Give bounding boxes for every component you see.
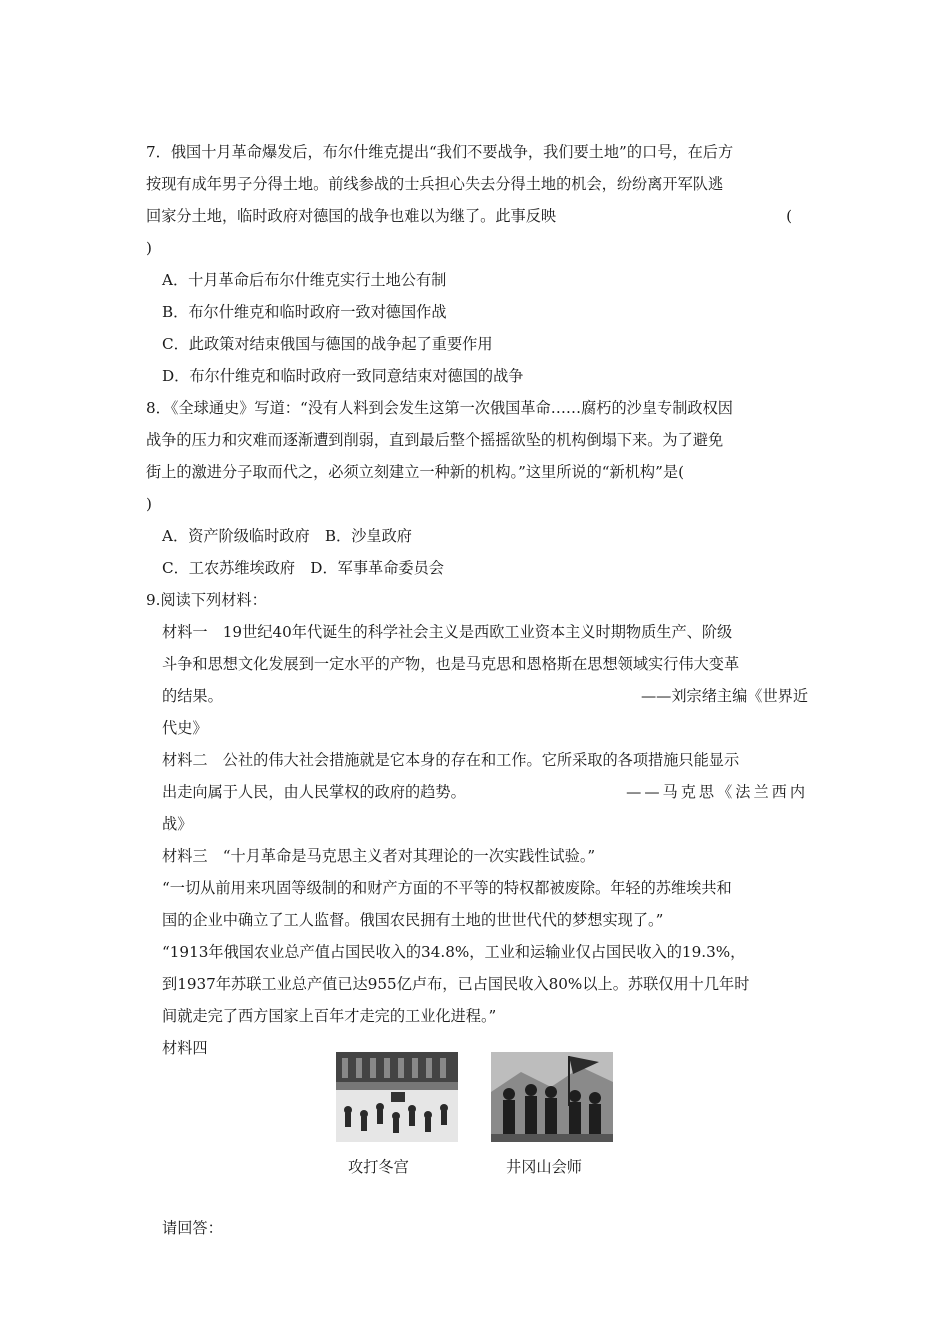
q8-options-cd: C．工农苏维埃政府 D．军事革命委员会 bbox=[162, 559, 444, 577]
q9-material-3-line-6: 间就走完了西方国家上百年才走完的工业化进程。” bbox=[162, 1007, 497, 1025]
q9-material-2-source: ——马克思《法兰西内 bbox=[626, 783, 808, 801]
q9-material-1-line-2: 斗争和思想文化发展到一定水平的产物，也是马克思和恩格斯在思想领域实行伟大变革 bbox=[162, 655, 740, 673]
q9-material-3-line-1: 材料三 “十月革命是马克思主义者对其理论的一次实践性试验。” bbox=[162, 847, 596, 865]
q7-option-a: A．十月革命后布尔什维克实行土地公有制 bbox=[162, 271, 447, 289]
q9-material-1-line-1: 材料一 19世纪40年代诞生的科学社会主义是西欧工业资本主义时期物质生产、阶级 bbox=[162, 623, 733, 641]
q9-answer-prompt: 请回答： bbox=[162, 1219, 223, 1237]
q7-option-b: B．布尔什维克和临时政府一致对德国作战 bbox=[162, 303, 447, 321]
document-body bbox=[146, 136, 808, 1064]
q7-stem-line-1: 7．俄国十月革命爆发后，布尔什维克提出“我们不要战争，我们要土地”的口号，在后方 bbox=[146, 143, 734, 161]
q9-material-1-text: 的结果。 bbox=[162, 687, 223, 705]
q7-stem-text: 回家分土地，临时政府对德国的战争也难以为继了。此事反映 bbox=[146, 207, 557, 225]
jinggangshan-meeting-image bbox=[491, 1052, 613, 1142]
q9-material-3-line-2: “一切从前用来巩固等级制的和财产方面的不平等的特权都被废除。年轻的苏维埃共和 bbox=[162, 879, 732, 897]
q7-stem-line-2: 按现有成年男子分得土地。前线参战的士兵担心失去分得土地的机会，纷纷离开军队逃 bbox=[146, 175, 724, 193]
storming-winter-palace-image bbox=[336, 1052, 458, 1142]
q9-material-1-source-cont: 代史》 bbox=[162, 719, 208, 737]
storming-winter-palace-caption: 攻打冬宫 bbox=[348, 1158, 409, 1176]
q7-answer-paren-open: ( bbox=[786, 207, 792, 225]
q9-material-2-line-2 bbox=[146, 776, 808, 808]
q8-answer-paren-close: ) bbox=[146, 495, 152, 513]
q7-option-c: C．此政策对结束俄国与德国的战争起了重要作用 bbox=[162, 335, 493, 353]
q7-option-d: D．布尔什维克和临时政府一致同意结束对德国的战争 bbox=[162, 367, 524, 385]
q8-stem-line-1: 8．《全球通史》写道：“没有人料到会发生这第一次俄国革命……腐朽的沙皇专制政权因 bbox=[146, 399, 733, 417]
q9-material-1-line-3 bbox=[146, 680, 808, 712]
q9-material-4-label: 材料四 bbox=[162, 1039, 208, 1057]
jinggangshan-meeting-caption: 井冈山会师 bbox=[506, 1158, 582, 1176]
q9-material-2-text: 出走向属于人民，由人民掌权的政府的趋势。 bbox=[162, 783, 466, 801]
q9-intro: 9.阅读下列材料： bbox=[146, 591, 267, 609]
q7-stem-line-3 bbox=[146, 200, 808, 232]
material-4-figures bbox=[336, 1052, 616, 1192]
q9-material-2-line-1: 材料二 公社的伟大社会措施就是它本身的存在和工作。它所采取的各项措施只能显示 bbox=[162, 751, 740, 769]
q8-stem-line-3: 街上的激进分子取而代之，必须立刻建立一种新的机构。”这里所说的“新机构”是( bbox=[146, 463, 684, 481]
q9-material-1-source: ——刘宗绪主编《世界近 bbox=[640, 687, 808, 705]
q7-answer-paren-close: ) bbox=[146, 239, 152, 257]
q8-options-ab: A．资产阶级临时政府 B．沙皇政府 bbox=[162, 527, 412, 545]
q9-material-3-line-5: 到1937年苏联工业总产值已达955亿卢布，已占国民收入80%以上。苏联仅用十几年时 bbox=[162, 975, 750, 993]
q9-material-2-source-cont: 战》 bbox=[162, 815, 193, 833]
q8-stem-line-2: 战争的压力和灾难而逐渐遭到削弱，直到最后整个摇摇欲坠的机构倒塌下来。为了避免 bbox=[146, 431, 724, 449]
q9-material-3-line-3: 国的企业中确立了工人监督。俄国农民拥有土地的世世代代的梦想实现了。” bbox=[162, 911, 664, 929]
q9-material-3-line-4: “1913年俄国农业总产值占国民收入的34.8%，工业和运输业仅占国民收入的19.3%， bbox=[162, 943, 746, 961]
